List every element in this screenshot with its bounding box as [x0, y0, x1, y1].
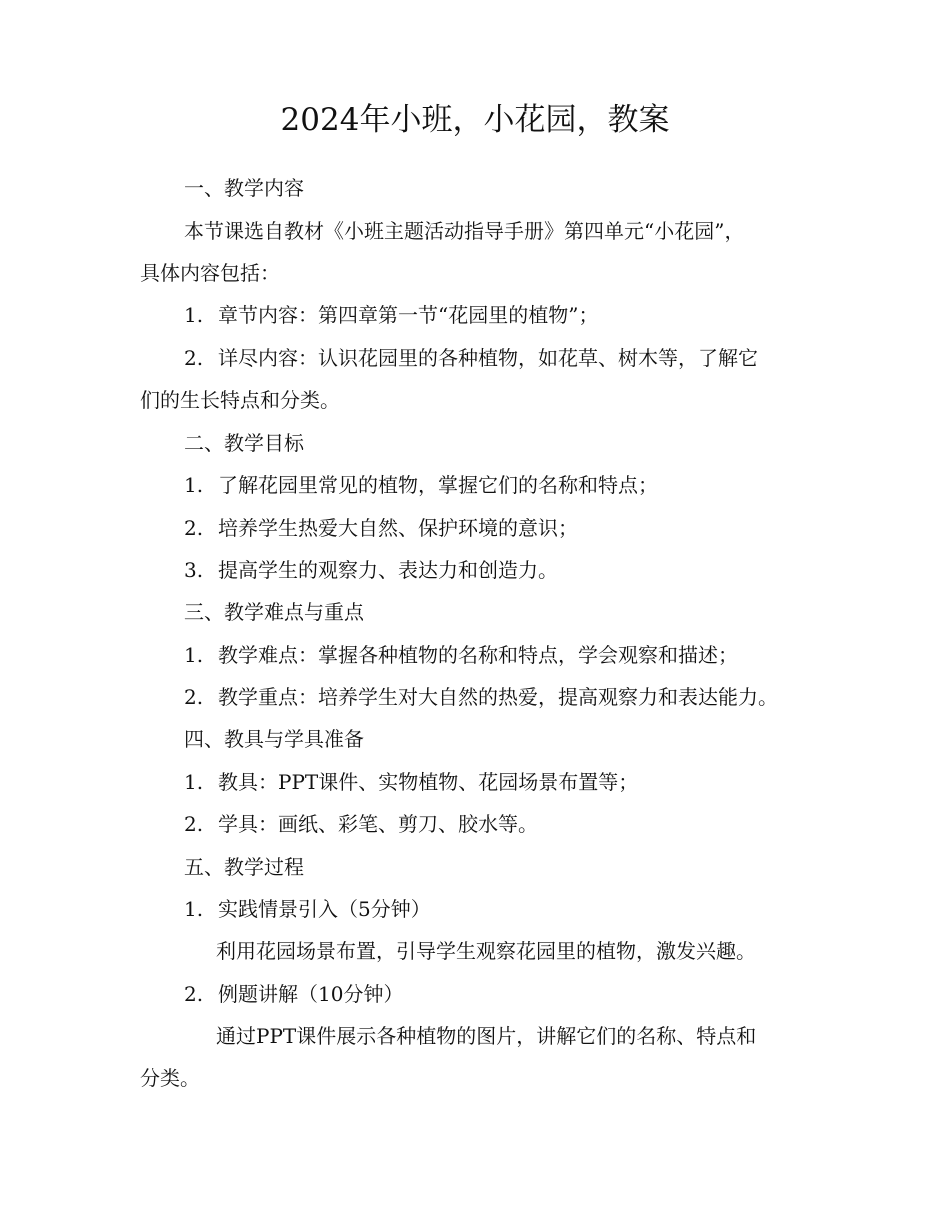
list-item: [184, 470, 658, 500]
list-item-number: 2.: [184, 812, 204, 836]
list-item-text: 教具：PPT课件、实物植物、花园场景布置等；: [218, 770, 639, 794]
list-item-number: 1.: [184, 643, 204, 667]
list-item: [184, 894, 431, 924]
list-item-number: 1.: [184, 303, 204, 327]
section-heading-5: 五、教学过程: [184, 855, 304, 879]
list-item: [184, 513, 578, 543]
list-item-text: 教学难点：掌握各种植物的名称和特点，学会观察和描述；: [218, 643, 738, 667]
list-item-number: 2.: [184, 346, 204, 370]
list-item-number: 2.: [184, 516, 204, 540]
list-item: [184, 682, 778, 712]
list-item: [184, 767, 638, 797]
list-item-number: 3.: [184, 558, 204, 582]
list-item-number: 2.: [184, 982, 204, 1006]
list-item-text: 培养学生热爱大自然、保护环境的意识；: [218, 516, 578, 540]
paragraph-line: 具体内容包括：: [140, 261, 280, 285]
document-title: 2024年小班，小花园，教案: [280, 102, 670, 138]
paragraph-continuation: 分类。: [140, 1066, 200, 1090]
list-item-text: 章节内容：第四章第一节“花园里的植物”；: [218, 303, 599, 327]
list-item-text: 学具：画纸、彩笔、剪刀、胶水等。: [218, 812, 538, 836]
section-heading-2: 二、教学目标: [184, 431, 304, 455]
list-item-number: 1.: [184, 770, 204, 794]
section-heading-1: 一、教学内容: [184, 176, 304, 200]
list-item-text: 提高学生的观察力、表达力和创造力。: [218, 558, 558, 582]
list-item: [184, 343, 758, 373]
list-item: [184, 640, 738, 670]
section-heading-4: 四、教具与学具准备: [184, 727, 364, 751]
section-heading-3: 三、教学难点与重点: [184, 600, 364, 624]
list-item: [184, 555, 558, 585]
list-item-number: 1.: [184, 473, 204, 497]
list-item: [184, 300, 598, 330]
list-item: [184, 979, 403, 1009]
list-item-continuation: 们的生长特点和分类。: [140, 388, 340, 412]
list-item-text: 教学重点：培养学生对大自然的热爱，提高观察力和表达能力。: [218, 685, 778, 709]
paragraph-line: 利用花园场景布置，引导学生观察花园里的植物，激发兴趣。: [216, 939, 756, 963]
list-item-text: 例题讲解（10分钟）: [218, 982, 404, 1006]
list-item-number: 2.: [184, 685, 204, 709]
paragraph-line: 通过PPT课件展示各种植物的图片，讲解它们的名称、特点和: [216, 1024, 757, 1048]
list-item-text: 了解花园里常见的植物，掌握它们的名称和特点；: [218, 473, 658, 497]
list-item-number: 1.: [184, 897, 204, 921]
list-item: [184, 809, 538, 839]
list-item-text: 详尽内容：认识花园里的各种植物，如花草、树木等，了解它: [218, 346, 758, 370]
list-item-text: 实践情景引入（5分钟）: [218, 897, 431, 921]
paragraph-line: 本节课选自教材《小班主题活动指导手册》第四单元“小花园”，: [184, 219, 745, 243]
